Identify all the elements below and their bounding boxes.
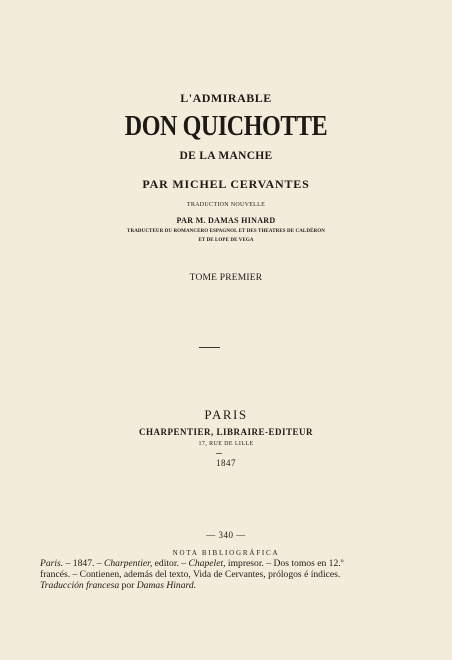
note-city: Paris. <box>40 558 64 569</box>
subtitle: DE LA MANCHE <box>179 150 273 162</box>
main-title: DON QUICHOTTE <box>124 111 328 142</box>
publisher-name: CHARPENTIER, LIBRAIRE-EDITEUR <box>138 427 314 437</box>
note-editor: Charpentier, <box>103 558 153 569</box>
volume-label: TOME PREMIER <box>189 273 263 283</box>
pre-title: L'ADMIRABLE <box>180 91 272 105</box>
translator-credits-line-1: TRADUCTEUR DU ROMANCERO ESPAGNOL ET DES THEATRES DE CALDÉRON <box>127 229 325 234</box>
note-translator: Damas Hinard. <box>136 580 197 592</box>
publisher-address: 17, RUE DE LILLE <box>198 441 254 447</box>
decorative-rule <box>199 347 220 348</box>
note-translation: Traducción francesa <box>40 580 120 592</box>
note-line-1 <box>40 558 412 569</box>
note-heading: NOTA BIBLIOGRÁFICA <box>172 549 280 557</box>
page-number: — 340 — <box>206 530 246 540</box>
note-text: editor. – <box>152 558 189 569</box>
note-text: impresor. – Dos tomos en 12.º <box>225 558 344 569</box>
note-printer: Chapelet, <box>188 558 226 569</box>
note-line-2: francés. – Contienen, además del texto, Vida de Cervantes, prólogos é índices. <box>40 569 341 581</box>
note-line-3 <box>40 580 412 591</box>
note-text: – 1847. – <box>63 558 104 569</box>
small-divider <box>216 453 222 454</box>
publication-year: 1847 <box>216 458 236 468</box>
publication-city: PARIS <box>204 407 248 422</box>
note-text: por <box>119 580 137 592</box>
translator-name: PAR M. DAMAS HINARD <box>176 216 276 225</box>
author-line: PAR MICHEL CERVANTES <box>142 177 310 191</box>
translator-credits-line-2: ET DE LOPE DE VEGA <box>198 238 254 243</box>
bibliographic-note <box>40 558 412 592</box>
translation-label: TRADUCTION NOUVELLE <box>186 202 266 208</box>
